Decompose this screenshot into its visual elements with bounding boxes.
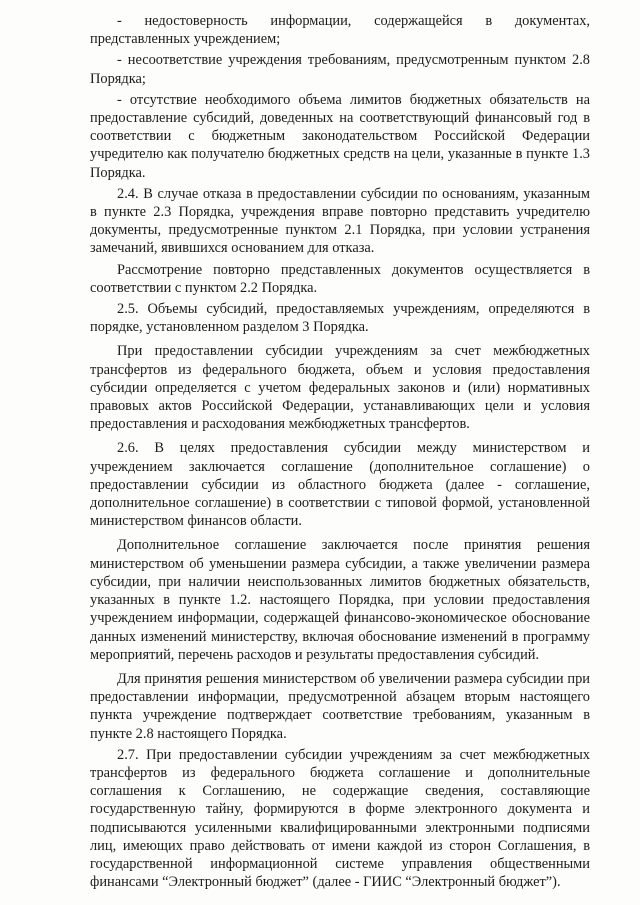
paragraph-increase-decision: Для принятия решения министерством об увеличении размера субсидии при предоставлении информации, предусмотренной абзацем вторым настоящего пункта учреждение подтверждает соответствие требованиям, указанным в пункте 2.8 настоящего Порядка. <box>90 670 590 742</box>
paragraph-bullet-3: - отсутствие необходимого объема лимитов бюджетных обязательств на предоставление субсидий, доведенных на соответствующий финансовый год в соответствии с бюджетным законодательством Российской Федерации учредителю как получателю бюджетных средств на цели, указанные в пункте 1.3 Порядка. <box>90 91 590 181</box>
paragraph-2-5: 2.5. Объемы субсидий, предоставляемых учреждениям, определяются в порядке, установленном разделом 3 Порядка. <box>90 301 590 336</box>
paragraph-2-7: 2.7. При предоставлении субсидии учреждениям за счет межбюджетных трансфертов из федерального бюджета соглашение и дополнительные соглашения к Соглашению, не содержащие сведения, составляющие государственную тайну, формируются в форме электронного документа и подписываются усиленными квалифицированными электронными подписями лиц, имеющих право действовать от имени каждой из сторон Соглашения, в государственной информационной системе управления общественными финансами “Электронный бюджет” (далее - ГИИС “Электронный бюджет”). <box>90 746 590 891</box>
paragraph-2-4: 2.4. В случае отказа в предоставлении субсидии по основаниям, указанным в пункте 2.3 Порядка, учреждения вправе повторно представить учредителю документы, предусмотренные пунктом 2.1 Порядка, при условии устранения замечаний, явившихся основанием для отказа. <box>90 185 590 257</box>
paragraph-bullet-1: - недостоверность информации, содержащейся в документах, представленных учреждением; <box>90 13 590 48</box>
paragraph-resubmission: Рассмотрение повторно представленных документов осуществляется в соответствии с пунктом 2.2 Порядка. <box>90 261 590 296</box>
paragraph-federal-transfers: При предоставлении субсидии учреждениям за счет межбюджетных трансфертов из федерального бюджета, объем и условия предоставления субсидии определяется с учетом федеральных законов и (или) нормативных правовых актов Российской Федерации, устанавливающих цели и условия предоставления и расходования межбюджетных трансфертов. <box>90 343 590 433</box>
paragraph-2-6: 2.6. В целях предоставления субсидии между министерством и учреждением заключается соглашение (дополнительное соглашение) о предоставлении субсидии из областного бюджета (далее - соглашение, дополнительное соглашение) в соответствии с типовой формой, установленной министерством финансов области. <box>90 440 590 530</box>
paragraph-bullet-2: - несоответствие учреждения требованиям, предусмотренным пунктом 2.8 Порядка; <box>90 52 590 87</box>
paragraph-additional-agreement: Дополнительное соглашение заключается после принятия решения министерством об уменьшении размера субсидии, а также увеличении размера субсидии, при наличии неиспользованных лимитов бюджетных обязательств, указанных в пункте 1.2. настоящего Порядка, при условии предоставления учреждением информации, содержащей финансово-экономическое обоснование данных изменений министерству, включая обоснование изменений в программу мероприятий, перечень расходов и результаты предоставления субсидий. <box>90 537 590 663</box>
